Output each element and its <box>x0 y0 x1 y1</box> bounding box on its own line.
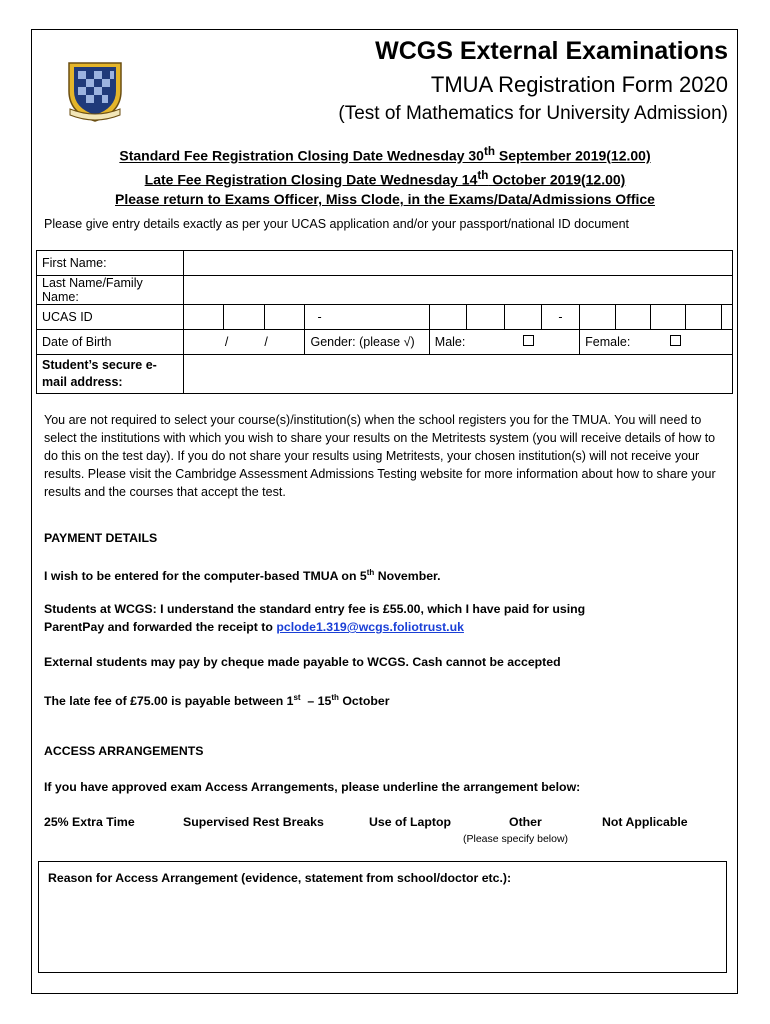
first-name-label: First Name: <box>37 251 184 276</box>
ucas-digit-11[interactable] <box>722 305 733 330</box>
other-specify-note: (Please specify below) <box>463 833 569 845</box>
email-row <box>37 355 733 394</box>
ucas-digit-4[interactable] <box>429 305 466 330</box>
payment-line-external: External students may pay by cheque made payable to WCGS. Cash cannot be accepted <box>44 655 561 669</box>
entry-details-table <box>36 250 733 394</box>
last-name-field[interactable] <box>183 276 732 305</box>
school-crest-icon <box>64 57 126 123</box>
option-other[interactable]: Other <box>509 815 542 829</box>
dob-label: Date of Birth <box>37 330 184 355</box>
results-sharing-paragraph: You are not required to select your course(s)/institution(s) when the school registers you for the TMUA. You will need to select the institutions with which you wish to share your results on the Metritests system (you will receive details of how to do this on the test day). If you do not share your results using Metritests, your chosen institution(s) will not receive your results. Please visit the Cambridge Assessment Admissions Testing website for more information about how to share your results and the courses that accept the test. <box>44 413 716 499</box>
return-instruction: Please return to Exams Officer, Miss Clode, in the Exams/Data/Admissions Office <box>115 191 655 208</box>
ucas-digit-3[interactable] <box>264 305 305 330</box>
ucas-id-row <box>37 305 733 330</box>
male-label: Male: <box>434 335 466 349</box>
email-label: Student’s secure e-mail address: <box>37 355 184 394</box>
payment-line-entry: I wish to be entered for the computer-based TMUA on 5th November. <box>44 568 441 584</box>
option-extra-time[interactable]: 25% Extra Time <box>44 815 135 829</box>
late-fee-deadline: Late Fee Registration Closing Date Wednesday 14th October 2019(12.00) <box>144 168 626 188</box>
ucas-id-label: UCAS ID <box>37 305 184 330</box>
ucas-digit-8[interactable] <box>615 305 650 330</box>
deadlines-block <box>0 142 770 209</box>
payment-line-late-fee: The late fee of £75.00 is payable between 1st – 15th October <box>44 693 390 709</box>
ucas-digit-5[interactable] <box>467 305 504 330</box>
standard-fee-deadline: Standard Fee Registration Closing Date Wednesday 30th September 2019(12.00) <box>119 145 651 164</box>
form-subtitle-expansion: (Test of Mathematics for University Admission) <box>338 103 728 124</box>
first-name-row <box>37 251 733 276</box>
form-subtitle: TMUA Registration Form 2020 <box>430 72 728 97</box>
payment-line-wcgs: Students at WCGS: I understand the standard entry fee is £55.00, which I have paid for using ParentPay and forwarded the receipt to pclode1.319@wcgs.foliotrust.uk <box>44 602 586 634</box>
last-name-label: Last Name/Family Name: <box>37 276 184 305</box>
option-not-applicable[interactable]: Not Applicable <box>602 815 688 829</box>
ucas-digit-1[interactable] <box>183 305 224 330</box>
last-name-row <box>37 276 733 305</box>
reason-box[interactable] <box>38 861 727 973</box>
ucas-digit-6[interactable] <box>504 305 541 330</box>
first-name-field[interactable] <box>183 251 732 276</box>
reason-label: Reason for Access Arrangement (evidence, statement from school/doctor etc.): <box>48 871 512 885</box>
ucas-digit-7[interactable] <box>580 305 615 330</box>
dob-gender-row <box>37 330 733 355</box>
female-option[interactable] <box>580 330 733 355</box>
ucas-separator-1: - <box>305 305 429 330</box>
dob-field[interactable]: / / <box>183 330 305 355</box>
checkbox-icon[interactable] <box>670 335 681 346</box>
option-laptop[interactable]: Use of Laptop <box>369 815 451 829</box>
checkbox-icon[interactable] <box>523 335 534 346</box>
gender-label: Gender: (please √) <box>305 330 429 355</box>
form-title: WCGS External Examinations <box>375 37 728 65</box>
option-rest-breaks[interactable]: Supervised Rest Breaks <box>183 815 324 829</box>
ucas-digit-9[interactable] <box>651 305 686 330</box>
access-instruction: If you have approved exam Access Arrangements, please underline the arrangement below: <box>44 780 581 794</box>
ucas-separator-2: - <box>541 305 579 330</box>
access-heading: ACCESS ARRANGEMENTS <box>44 744 204 758</box>
receipt-email-link[interactable]: pclode1.319@wcgs.foliotrust.uk <box>276 620 464 634</box>
payment-heading: PAYMENT DETAILS <box>44 531 158 545</box>
female-label: Female: <box>585 335 631 349</box>
entry-instructions: Please give entry details exactly as per your UCAS application and/or your passport/national ID document <box>44 217 630 231</box>
male-option[interactable] <box>429 330 579 355</box>
ucas-digit-10[interactable] <box>686 305 722 330</box>
email-field[interactable] <box>183 355 732 394</box>
ucas-digit-2[interactable] <box>224 305 265 330</box>
